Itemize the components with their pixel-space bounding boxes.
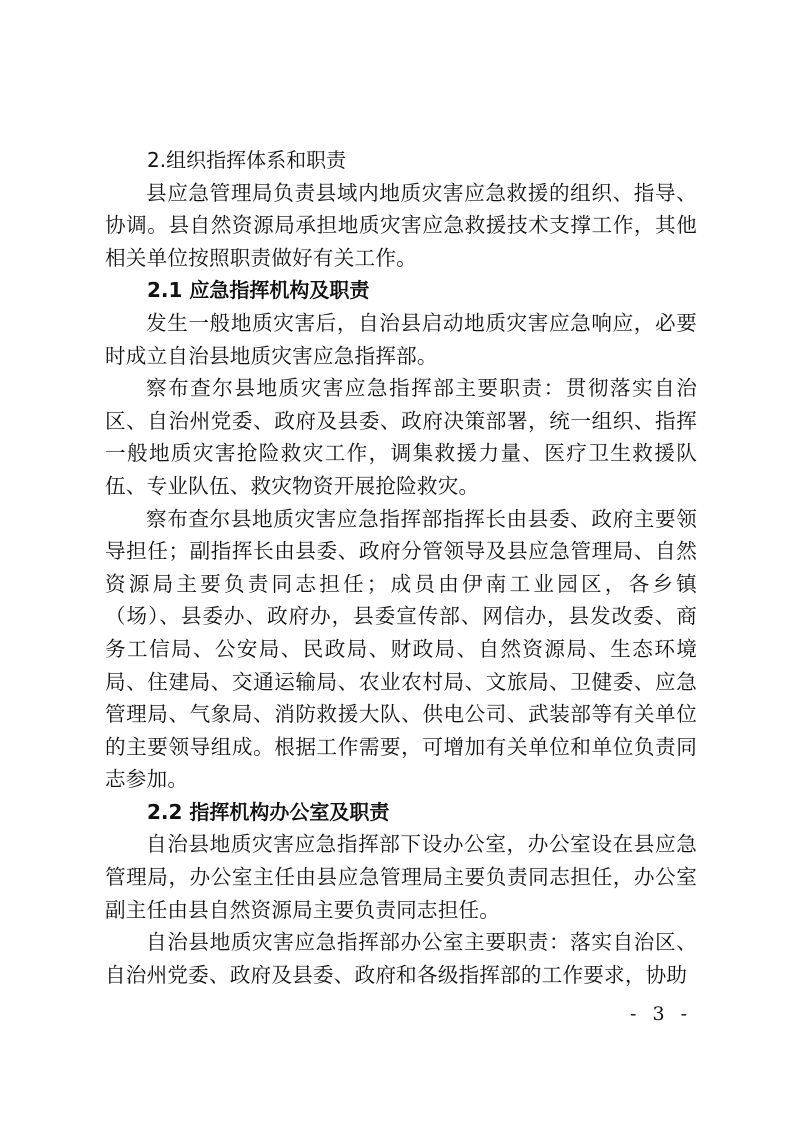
document-body: [105, 144, 697, 991]
subsection-2-2-title: 2.2 指挥机构办公室及职责: [147, 799, 390, 824]
paragraph: 察布查尔县地质灾害应急指挥部主要职责：贯彻落实自治区、自治州党委、政府及县委、政府决策部署，统一组织、指挥一般地质灾害抢险救灾工作，调集救援力量、医疗卫生救援队伍、专业队伍、救灾物资开展抢险救灾。: [105, 376, 697, 498]
intro-paragraph: 县应急管理局负责县域内地质灾害应急救援的组织、指导、协调。县自然资源局承担地质灾害应急救援技术支撑工作，其他相关单位按照职责做好有关工作。: [105, 180, 697, 270]
page-number: - 3 -: [629, 1003, 692, 1025]
paragraph: 发生一般地质灾害后，自治县启动地质灾害应急响应，必要时成立自治县地质灾害应急指挥部。: [105, 310, 697, 368]
subsection-2-1-title: 2.1 应急指挥机构及职责: [147, 278, 370, 303]
paragraph: 自治县地质灾害应急指挥部办公室主要职责：落实自治区、自治州党委、政府及县委、政府和各级指挥部的工作要求，协助: [105, 930, 697, 987]
paragraph: 自治县地质灾害应急指挥部下设办公室，办公室设在县应急管理局，办公室主任由县应急管理局主要负责同志担任，办公室副主任由县自然资源局主要负责同志担任。: [105, 832, 697, 922]
section-title: 2.组织指挥体系和职责: [147, 148, 347, 172]
paragraph: 察布查尔县地质灾害应急指挥部指挥长由县委、政府主要领导担任；副指挥长由县委、政府分管领导及县应急管理局、自然资源局主要负责同志担任；成员由伊南工业园区，各乡镇（场）、县委办、政府办，县委宣传部、网信办，县发改委、商务工信局、公安局、民政局、财政局、自然资源局、生态环境局、住建局、交通运输局、农业农村局、文旅局、卫健委、应急管理局、气象局、消防救援大队、供电公司、武装部等有关单位的主要领导组成。根据工作需要，可增加有关单位和单位负责同志参加。: [105, 506, 697, 792]
